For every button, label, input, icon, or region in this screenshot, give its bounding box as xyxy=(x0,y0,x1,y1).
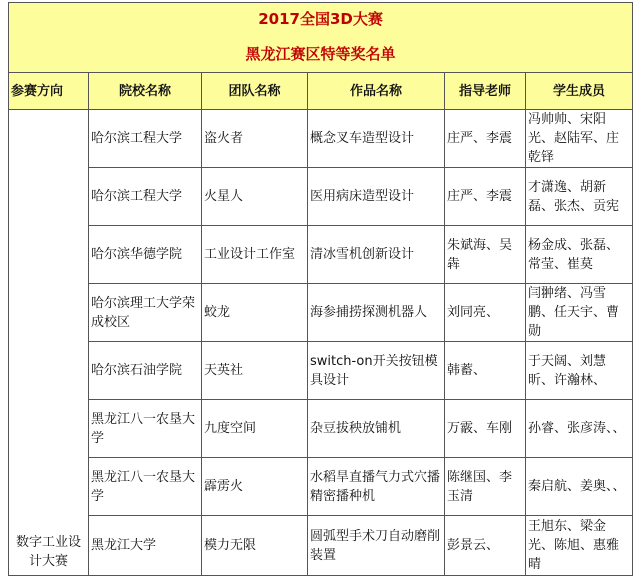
team-cell: 蛟龙 xyxy=(202,284,308,342)
award-table xyxy=(8,2,633,576)
table-row xyxy=(9,400,633,458)
col-header-work: 作品名称 xyxy=(308,73,445,110)
teacher-cell: 朱斌海、吴犇 xyxy=(445,226,526,284)
col-header-members: 学生成员 xyxy=(526,73,633,110)
award-sheet xyxy=(8,2,632,582)
members-cell: 才潇逸、胡新磊、张杰、贡宪 xyxy=(526,168,633,226)
school-cell: 哈尔滨华德学院 xyxy=(89,226,202,284)
page-title: 2017全国3D大赛 xyxy=(9,3,633,37)
members-cell: 闫翀绪、冯雪鹏、任天宇、曹勋 xyxy=(526,284,633,342)
table-row xyxy=(9,458,633,516)
col-header-teacher: 指导老师 xyxy=(445,73,526,110)
table-row xyxy=(9,284,633,342)
team-cell: 天英社 xyxy=(202,342,308,400)
school-cell: 黑龙江八一农垦大学 xyxy=(89,458,202,516)
team-cell: 盗火者 xyxy=(202,110,308,168)
members-cell: 秦启航、姜奥、、 xyxy=(526,458,633,516)
school-cell: 哈尔滨工程大学 xyxy=(89,168,202,226)
school-cell: 哈尔滨工程大学 xyxy=(89,110,202,168)
team-cell: 火星人 xyxy=(202,168,308,226)
team-cell: 九度空间 xyxy=(202,400,308,458)
teacher-cell: 万霰、车刚 xyxy=(445,400,526,458)
work-cell: 医用病床造型设计 xyxy=(308,168,445,226)
teacher-cell: 刘同亮、 xyxy=(445,284,526,342)
school-cell: 哈尔滨理工大学荣成校区 xyxy=(89,284,202,342)
members-cell: 于天阔、刘慧昕、许瀚林、 xyxy=(526,342,633,400)
work-cell: 海参捕捞探测机器人 xyxy=(308,284,445,342)
school-cell: 黑龙江八一农垦大学 xyxy=(89,400,202,458)
col-header-school: 院校名称 xyxy=(89,73,202,110)
table-row xyxy=(9,516,633,576)
members-cell: 杨金成、张磊、常莹、崔莫 xyxy=(526,226,633,284)
teacher-cell: 陈继国、李玉清 xyxy=(445,458,526,516)
work-cell: 圆弧型手术刀自动磨削装置 xyxy=(308,516,445,576)
teacher-cell: 庄严、李震 xyxy=(445,110,526,168)
work-cell: switch-on开关按钮模具设计 xyxy=(308,342,445,400)
work-cell: 概念叉车造型设计 xyxy=(308,110,445,168)
page-subtitle: 黑龙江赛区特等奖名单 xyxy=(9,37,633,73)
work-cell: 杂豆拔秧放铺机 xyxy=(308,400,445,458)
members-cell: 冯帅帅、宋阳光、赵陆军、庄乾铎 xyxy=(526,110,633,168)
table-row xyxy=(9,168,633,226)
school-cell: 哈尔滨石油学院 xyxy=(89,342,202,400)
col-header-team: 团队名称 xyxy=(202,73,308,110)
team-cell: 模力无限 xyxy=(202,516,308,576)
table-header xyxy=(9,73,633,110)
team-cell: 霹雳火 xyxy=(202,458,308,516)
members-cell: 孙睿、张彦涛、、 xyxy=(526,400,633,458)
table-row xyxy=(9,226,633,284)
work-cell: 水稻旱直播气力式穴播精密播种机 xyxy=(308,458,445,516)
teacher-cell: 彭景云、 xyxy=(445,516,526,576)
table-row xyxy=(9,110,633,168)
category-cell: 数字工业设计大赛 xyxy=(9,110,89,576)
table-row xyxy=(9,342,633,400)
col-header-category: 参赛方向 xyxy=(9,73,89,110)
members-cell: 王旭东、梁金光、陈旭、惠雅晴 xyxy=(526,516,633,576)
work-cell: 清冰雪机创新设计 xyxy=(308,226,445,284)
teacher-cell: 韩蓄、 xyxy=(445,342,526,400)
school-cell: 黑龙江大学 xyxy=(89,516,202,576)
teacher-cell: 庄严、李震 xyxy=(445,168,526,226)
team-cell: 工业设计工作室 xyxy=(202,226,308,284)
